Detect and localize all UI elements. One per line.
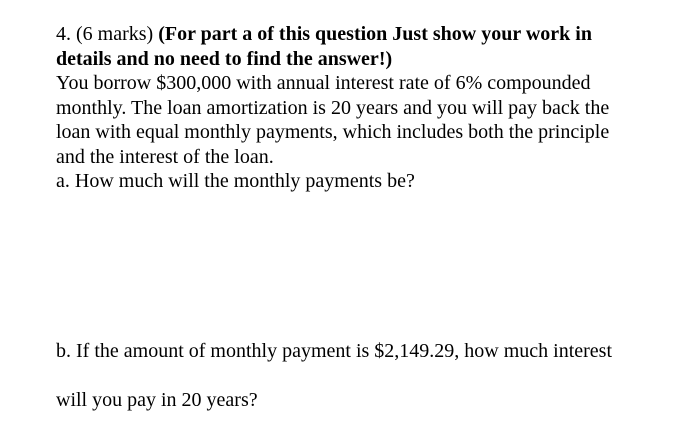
question-body-line-1: You borrow $300,000 with annual interest rate of 6% compounded (56, 72, 591, 94)
question-header-line-1 (56, 22, 686, 47)
question-instruction-1: (For part a of this question Just show your work in (158, 23, 592, 45)
question-instruction-2: details and no need to find the answer!) (56, 47, 393, 70)
question-number-marks: 4. (6 marks) (56, 23, 159, 45)
question-body-line-2: monthly. The loan amortization is 20 years and you will pay back the (56, 96, 610, 119)
question-part-a: a. How much will the monthly payments be? (56, 170, 415, 192)
question-body-line-4: and the interest of the loan. (56, 145, 274, 168)
question-part-b (56, 314, 686, 437)
question-part-b-line-1: b. If the amount of monthly payment is $2,149.29, how much interest (56, 339, 613, 362)
question-block (56, 22, 686, 194)
question-part-b-line-2: will you pay in 20 years? (56, 388, 258, 411)
question-body-line-3: loan with equal monthly payments, which includes both the principle (56, 121, 610, 143)
